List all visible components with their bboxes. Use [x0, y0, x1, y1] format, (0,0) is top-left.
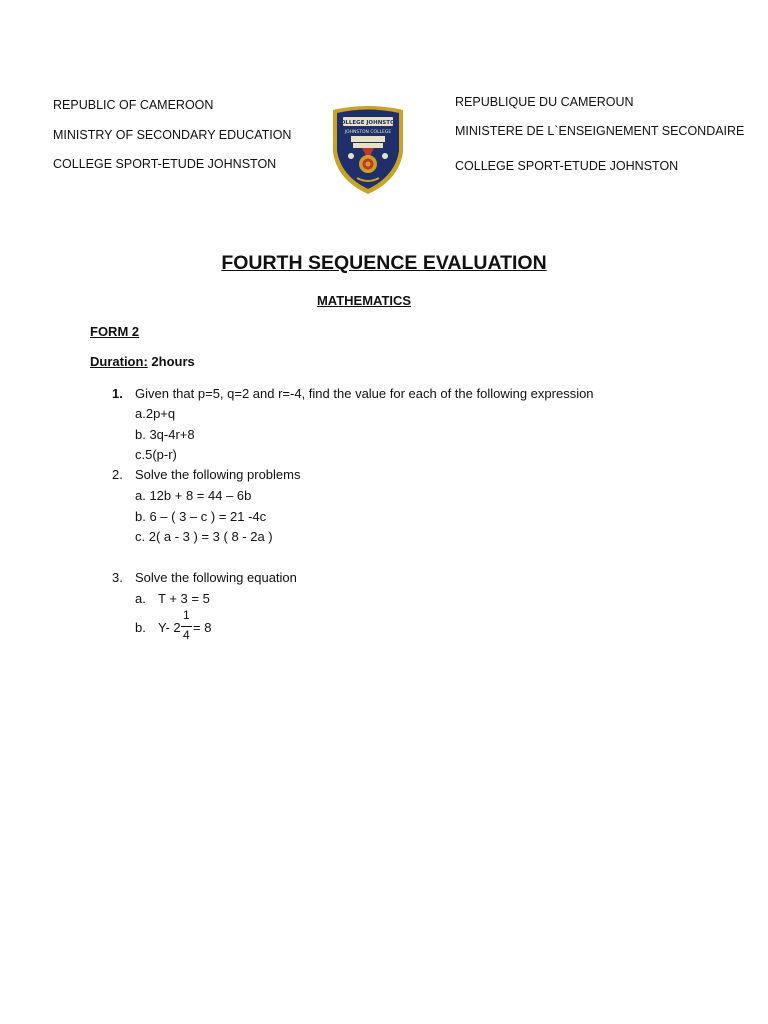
fraction-denominator: 4 — [183, 628, 190, 642]
question-3-part-b-after: = 8 — [193, 620, 212, 635]
fraction-bar — [181, 626, 192, 627]
question-2-part-a: a. 12b + 8 = 44 – 6b — [135, 488, 252, 503]
question-1-number: 1. — [112, 386, 123, 401]
header-left-line-1: REPUBLIC OF CAMEROON — [53, 98, 214, 112]
question-1-part-a: a.2p+q — [135, 406, 176, 421]
header-left-line-2: MINISTRY OF SECONDARY EDUCATION — [53, 128, 292, 142]
duration-line — [90, 354, 195, 369]
question-3-number: 3. — [112, 570, 123, 585]
question-2-part-c: c. 2( a - 3 ) = 3 ( 8 - 2a ) — [135, 529, 273, 544]
header-right-line-3: COLLEGE SPORT-ETUDE JOHNSTON — [455, 159, 679, 173]
header-right-line-1: REPUBLIQUE DU CAMEROUN — [455, 95, 634, 109]
question-3-text: Solve the following equation — [135, 570, 297, 585]
question-1-part-c: c.5(p-r) — [135, 447, 177, 462]
crest-top-text: COLLEGE JOHNSTON — [336, 120, 400, 126]
fraction-numerator: 1 — [183, 608, 190, 622]
question-2-text: Solve the following problems — [135, 467, 301, 482]
header-right-line-2: MINISTERE DE L`ENSEIGNEMENT SECONDAIRE — [455, 124, 745, 138]
duration-value: 2hours — [151, 354, 195, 369]
question-2-part-b: b. 6 – ( 3 – c ) = 21 -4c — [135, 509, 267, 524]
header-left-line-3: COLLEGE SPORT-ETUDE JOHNSTON — [53, 157, 277, 171]
subject-heading: MATHEMATICS — [316, 293, 412, 308]
duration-label: Duration: — [90, 354, 148, 369]
crest-sub-text: JOHNSTON COLLEGE — [344, 130, 392, 135]
question-1-text: Given that p=5, q=2 and r=-4, find the value for each of the following expression — [135, 386, 594, 401]
question-3-part-a-label: a. — [135, 591, 146, 606]
form-label: FORM 2 — [90, 324, 140, 339]
question-3-part-a-text: T + 3 = 5 — [158, 591, 210, 606]
question-2-number: 2. — [112, 467, 123, 482]
page-title: FOURTH SEQUENCE EVALUATION — [221, 252, 547, 274]
school-crest-logo — [329, 104, 407, 196]
question-1-part-b: b. 3q-4r+8 — [135, 427, 195, 442]
question-3-part-b-label: b. — [135, 620, 146, 635]
question-3-part-b-before: Y- 2 — [158, 620, 181, 635]
